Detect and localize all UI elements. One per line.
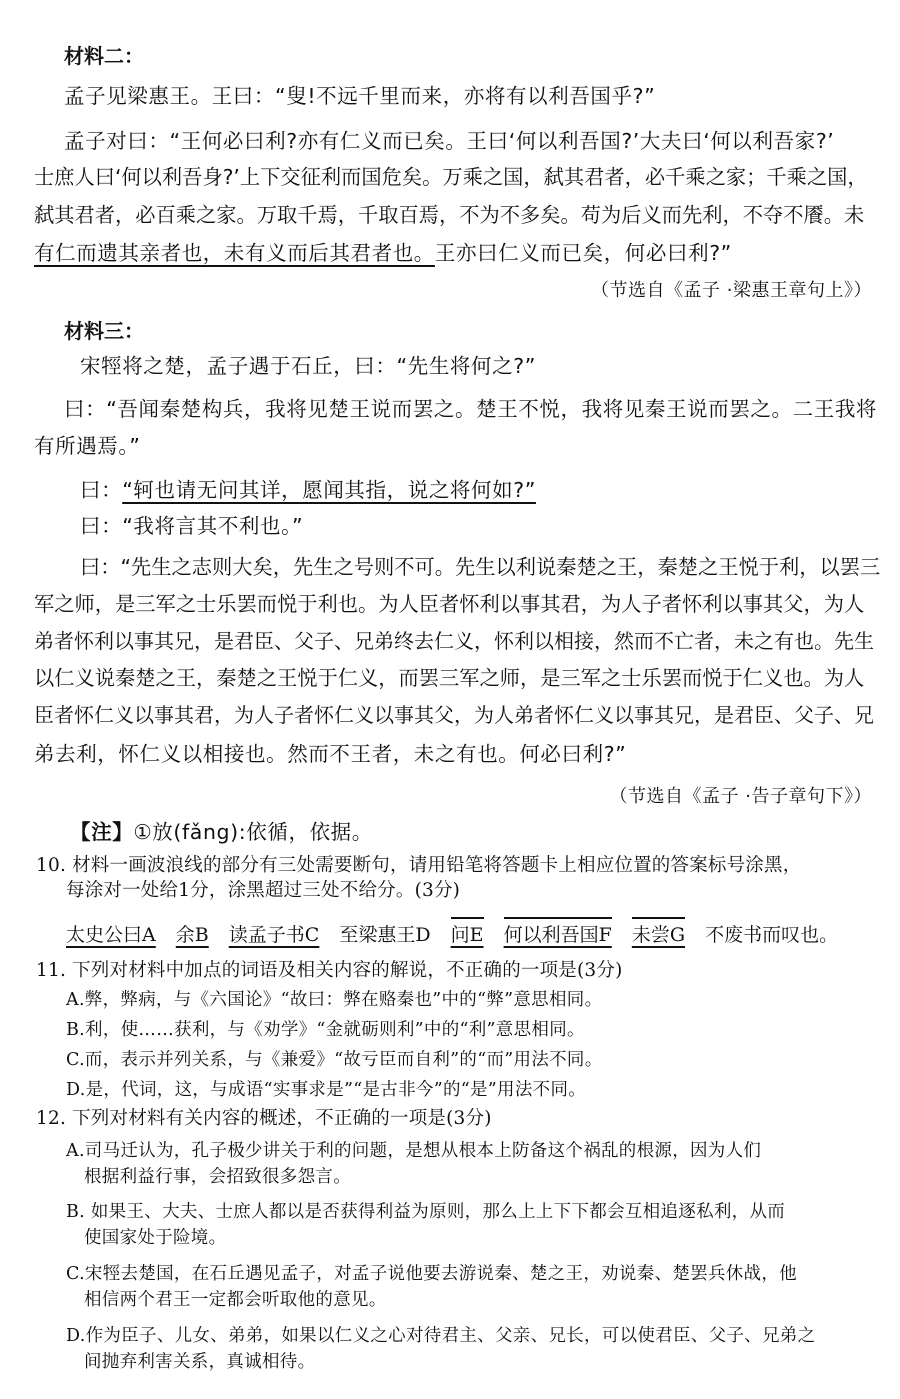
material3-para2-line1: 曰：“吾闻秦楚构兵，我将见楚王说而罢之。楚王不悦，我将见秦王说而罢之。二王我将 [64,397,878,421]
material3-para5-line6: 弟去利，怀仁义以相接也。然而不王者，未之有也。何必曰利?” [34,742,627,766]
q10-stem-line1: 10. 材料一画波浪线的部分有三处需要断句，请用铅笔将答题卡上相应位置的答案标号涂黑， [36,855,802,876]
q11-option-c: C.而，表示并列关系，与《兼爱》“故亏臣而自利”的“而”用法不同。 [66,1050,603,1070]
q11-stem: 11. 下列对材料中加点的词语及相关内容的解说，不正确的一项是(3分) [36,960,623,981]
q12-option-b-line1: B. 如果王、大夫、士庶人都以是否获得利益为原则，那么上上下下都会互相追逐私利，从而 [66,1202,786,1222]
q10-token-end: 不废书而叹也。 [705,924,839,946]
material2-para2-line2: 士庶人曰‘何以利吾身?’上下交征利而国危矣。万乘之国，弑其君者，必千乘之家；千乘之国， [34,165,868,189]
material3-para3-prefix: 曰： [80,478,123,502]
q10-stem-line2: 每涂对一处给1分，涂黑超过三处不给分。(3分) [66,880,461,901]
material3-para5-line3: 弟者怀利以事其兄，是君臣、父子、兄弟终去仁义，怀利以相接，然而不亡者，未之有也。先生 [34,629,874,653]
material2-para2-tail: 王亦曰仁义而已矣，何必曰利?” [434,241,732,265]
q11-option-b: B.利，使……获利，与《劝学》“金就砺则利”中的“利”意思相同。 [66,1020,585,1040]
q12-stem: 12. 下列对材料有关内容的概述，不正确的一项是(3分) [36,1108,492,1129]
q12-option-d-line2: 间抛弃利害关系，真诚相待。 [84,1352,316,1372]
material3-source: （节选自《孟子 ·告子章句下》） [609,786,872,807]
q11-option-a: A.弊，弊病，与《六国论》“故曰：弊在赂秦也”中的“弊”意思相同。 [66,990,603,1010]
q10-token-f: 何以利吾国F [504,917,612,947]
q10-token-c: 读孟子书C [228,924,320,946]
material2-heading: 材料二： [64,44,144,68]
material3-para4: 曰：“我将言其不利也。” [80,514,304,538]
note [70,815,373,845]
material3-para5-line1: 曰：“先生之志则大矣，先生之号则不可。先生以利说秦楚之王，秦楚之王悦于利，以罢三 [80,555,881,579]
material3-para1: 宋牼将之楚，孟子遇于石丘，曰：“先生将何之?” [80,354,536,378]
q12-option-a-line2: 根据利益行事，会招致很多怨言。 [84,1167,351,1187]
q12-option-c-line2: 相信两个君王一定都会听取他的意见。 [84,1290,387,1310]
q12-option-d-line1: D.作为臣子、儿女、弟弟，如果以仁义之心对待君主、父亲、兄长，可以使君臣、父子、兄弟之 [66,1326,816,1346]
q10-sentence [66,917,852,947]
material2-source: （节选自《孟子 ·梁惠王章句上》） [591,280,872,301]
material2-para2-line4 [34,236,732,266]
note-label: 【注】 [70,820,134,844]
material2-para2-line1: 孟子对曰：“王何必曰利?亦有仁义而已矣。王曰‘何以利吾国?’大夫曰‘何以利吾家?’ [64,129,835,153]
q12-option-a-line1: A.司马迁认为，孔子极少讲关于利的问题，是想从根本上防备这个祸乱的根源，因为人们 [66,1141,762,1161]
note-text: ①放(fǎng):依循，依据。 [133,820,373,844]
material3-underlined-sentence: “轲也请无问其详，愿闻其指，说之将何如?” [122,478,536,502]
material2-underlined-sentence: 有仁而遗其亲者也，未有义而后其君者也。 [34,241,435,265]
material2-para1: 孟子见梁惠王。王曰：“叟!不远千里而来，亦将有以利吾国乎?” [64,84,656,108]
material3-para5-line5: 臣者怀仁义以事其君，为人子者怀仁义以事其父，为人弟者怀仁义以事其兄，是君臣、父子、兄 [34,703,874,727]
material3-para5-line2: 军之师，是三军之士乐罢而悦于利也。为人臣者怀利以事其君，为人子者怀利以事其父，为人 [34,592,865,616]
material3-para3 [80,473,536,503]
q10-token-a: 太史公曰A [66,924,156,946]
q10-token-e: 问E [451,917,484,947]
q12-option-b-line2: 使国家处于险境。 [84,1228,227,1248]
q10-token-g: 未尝G [632,917,685,947]
material3-heading: 材料三： [64,319,144,343]
q10-token-b: 余B [175,924,209,946]
q10-token-d: 至梁惠王D [339,924,431,946]
q11-option-d: D.是，代词，这，与成语“实事求是”“是古非今”的“是”用法不同。 [66,1080,587,1100]
q12-option-c-line1: C.宋牼去楚国，在石丘遇见孟子，对孟子说他要去游说秦、楚之王，劝说秦、楚罢兵休战，他 [66,1264,797,1284]
material3-para5-line4: 以仁义说秦楚之王，秦楚之王悦于仁义，而罢三军之师，是三军之士乐罢而悦于仁义也。为人 [34,666,865,690]
material2-para2-line3: 弑其君者，必百乘之家。万取千焉，千取百焉，不为不多矣。苟为后义而先利，不夺不餍。未 [34,203,865,227]
material3-para2-line2: 有所遇焉。” [34,434,141,458]
